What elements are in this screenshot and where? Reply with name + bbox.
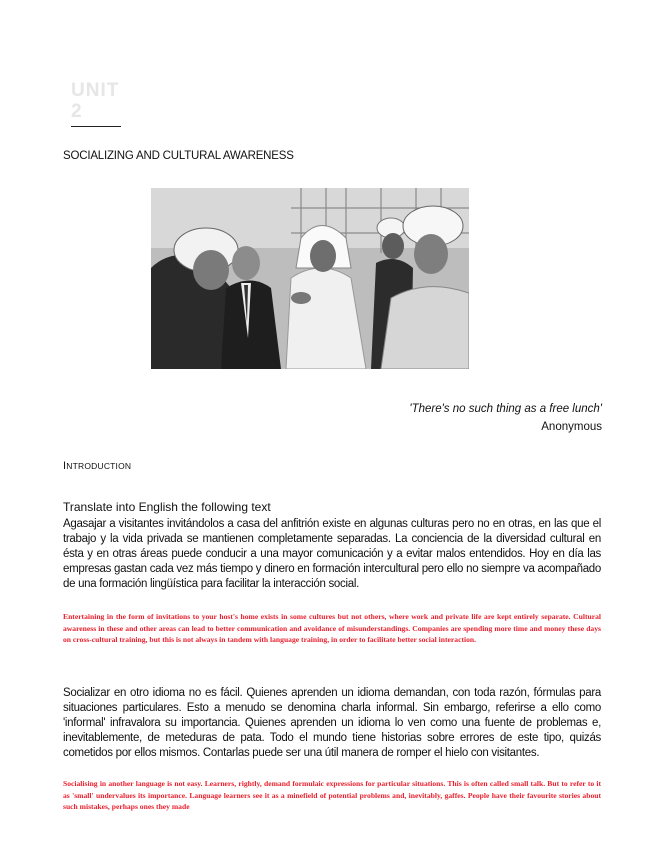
intro-rest: NTRODUCTION: [66, 461, 132, 471]
intro-first-letter: I: [63, 460, 67, 472]
english-translation-2: Socialising in another language is not easy. Learners, rightly, demand formulaic expressions for particular situations. This is often called small talk. But to refer to it as 'small' undervalues its importance. Language learners see it as a minefield of potential problems and, inevitably, gaffes. People have their favourite stories about such mistakes, perhaps ones they made: [63, 779, 601, 811]
exercise-instruction: Translate into English the following text: [63, 500, 271, 514]
quote-author: Anonymous: [541, 421, 602, 433]
epigraph: [409, 400, 602, 436]
spanish-paragraph-1: Agasajar a visitantes invitándolos a casa del anfitrión existe en algunas culturas pero no en otras, en las que el trabajo y la vida privada se mantienen completamente separadas. La conciencia de la diversidad cultural en ésta y en otras áreas puede conducir a una mayor comunicación y a evitar malos entendidos. Hoy en día las empresas gastan cada vez más tiempo y dinero en formación intercultural pero ello no siempre va acompañado de una formación lingüística para facilitar la interacción social.: [63, 518, 601, 590]
unit-label: UNIT: [71, 80, 120, 101]
quote-text: 'There's no such thing as a free lunch': [409, 403, 602, 415]
unit-heading: [71, 80, 119, 122]
english-translation-1: Entertaining in the form of invitations to your host's home exists in some cultures but not others, where work and private life are kept entirely separate. Cultural awareness in these and other areas can lead to better communication and avoidance of misunderstandings. Companies are spending more time and money these days on cross-cultural training, but this is not always in tandem with language training, in order to facilitate better social interaction.: [63, 612, 601, 644]
photo-icon: [151, 188, 469, 369]
unit-number: 2: [71, 101, 83, 122]
business-meeting-photo: [151, 188, 469, 369]
introduction-heading: [63, 460, 131, 472]
unit-divider: [71, 126, 121, 127]
section-title: SOCIALIZING AND CULTURAL AWARENESS: [63, 150, 294, 162]
spanish-paragraph-2: Socializar en otro idioma no es fácil. Quienes aprenden un idioma demandan, con toda razón, fórmulas para situaciones particulares. Esto a menudo se denomina charla informal. Sin embargo, referirse a ello como 'informal' infravalora su importancia. Quienes aprenden un idioma lo ven como una fuente de problemas e, inevitablemente, de meteduras de pata. Todo el mundo tiene historias sobre errores de este tipo, quizás cometidos por ellos mismos. Contarlas puede ser una útil manera de romper el hielo con visitantes.: [63, 687, 601, 759]
